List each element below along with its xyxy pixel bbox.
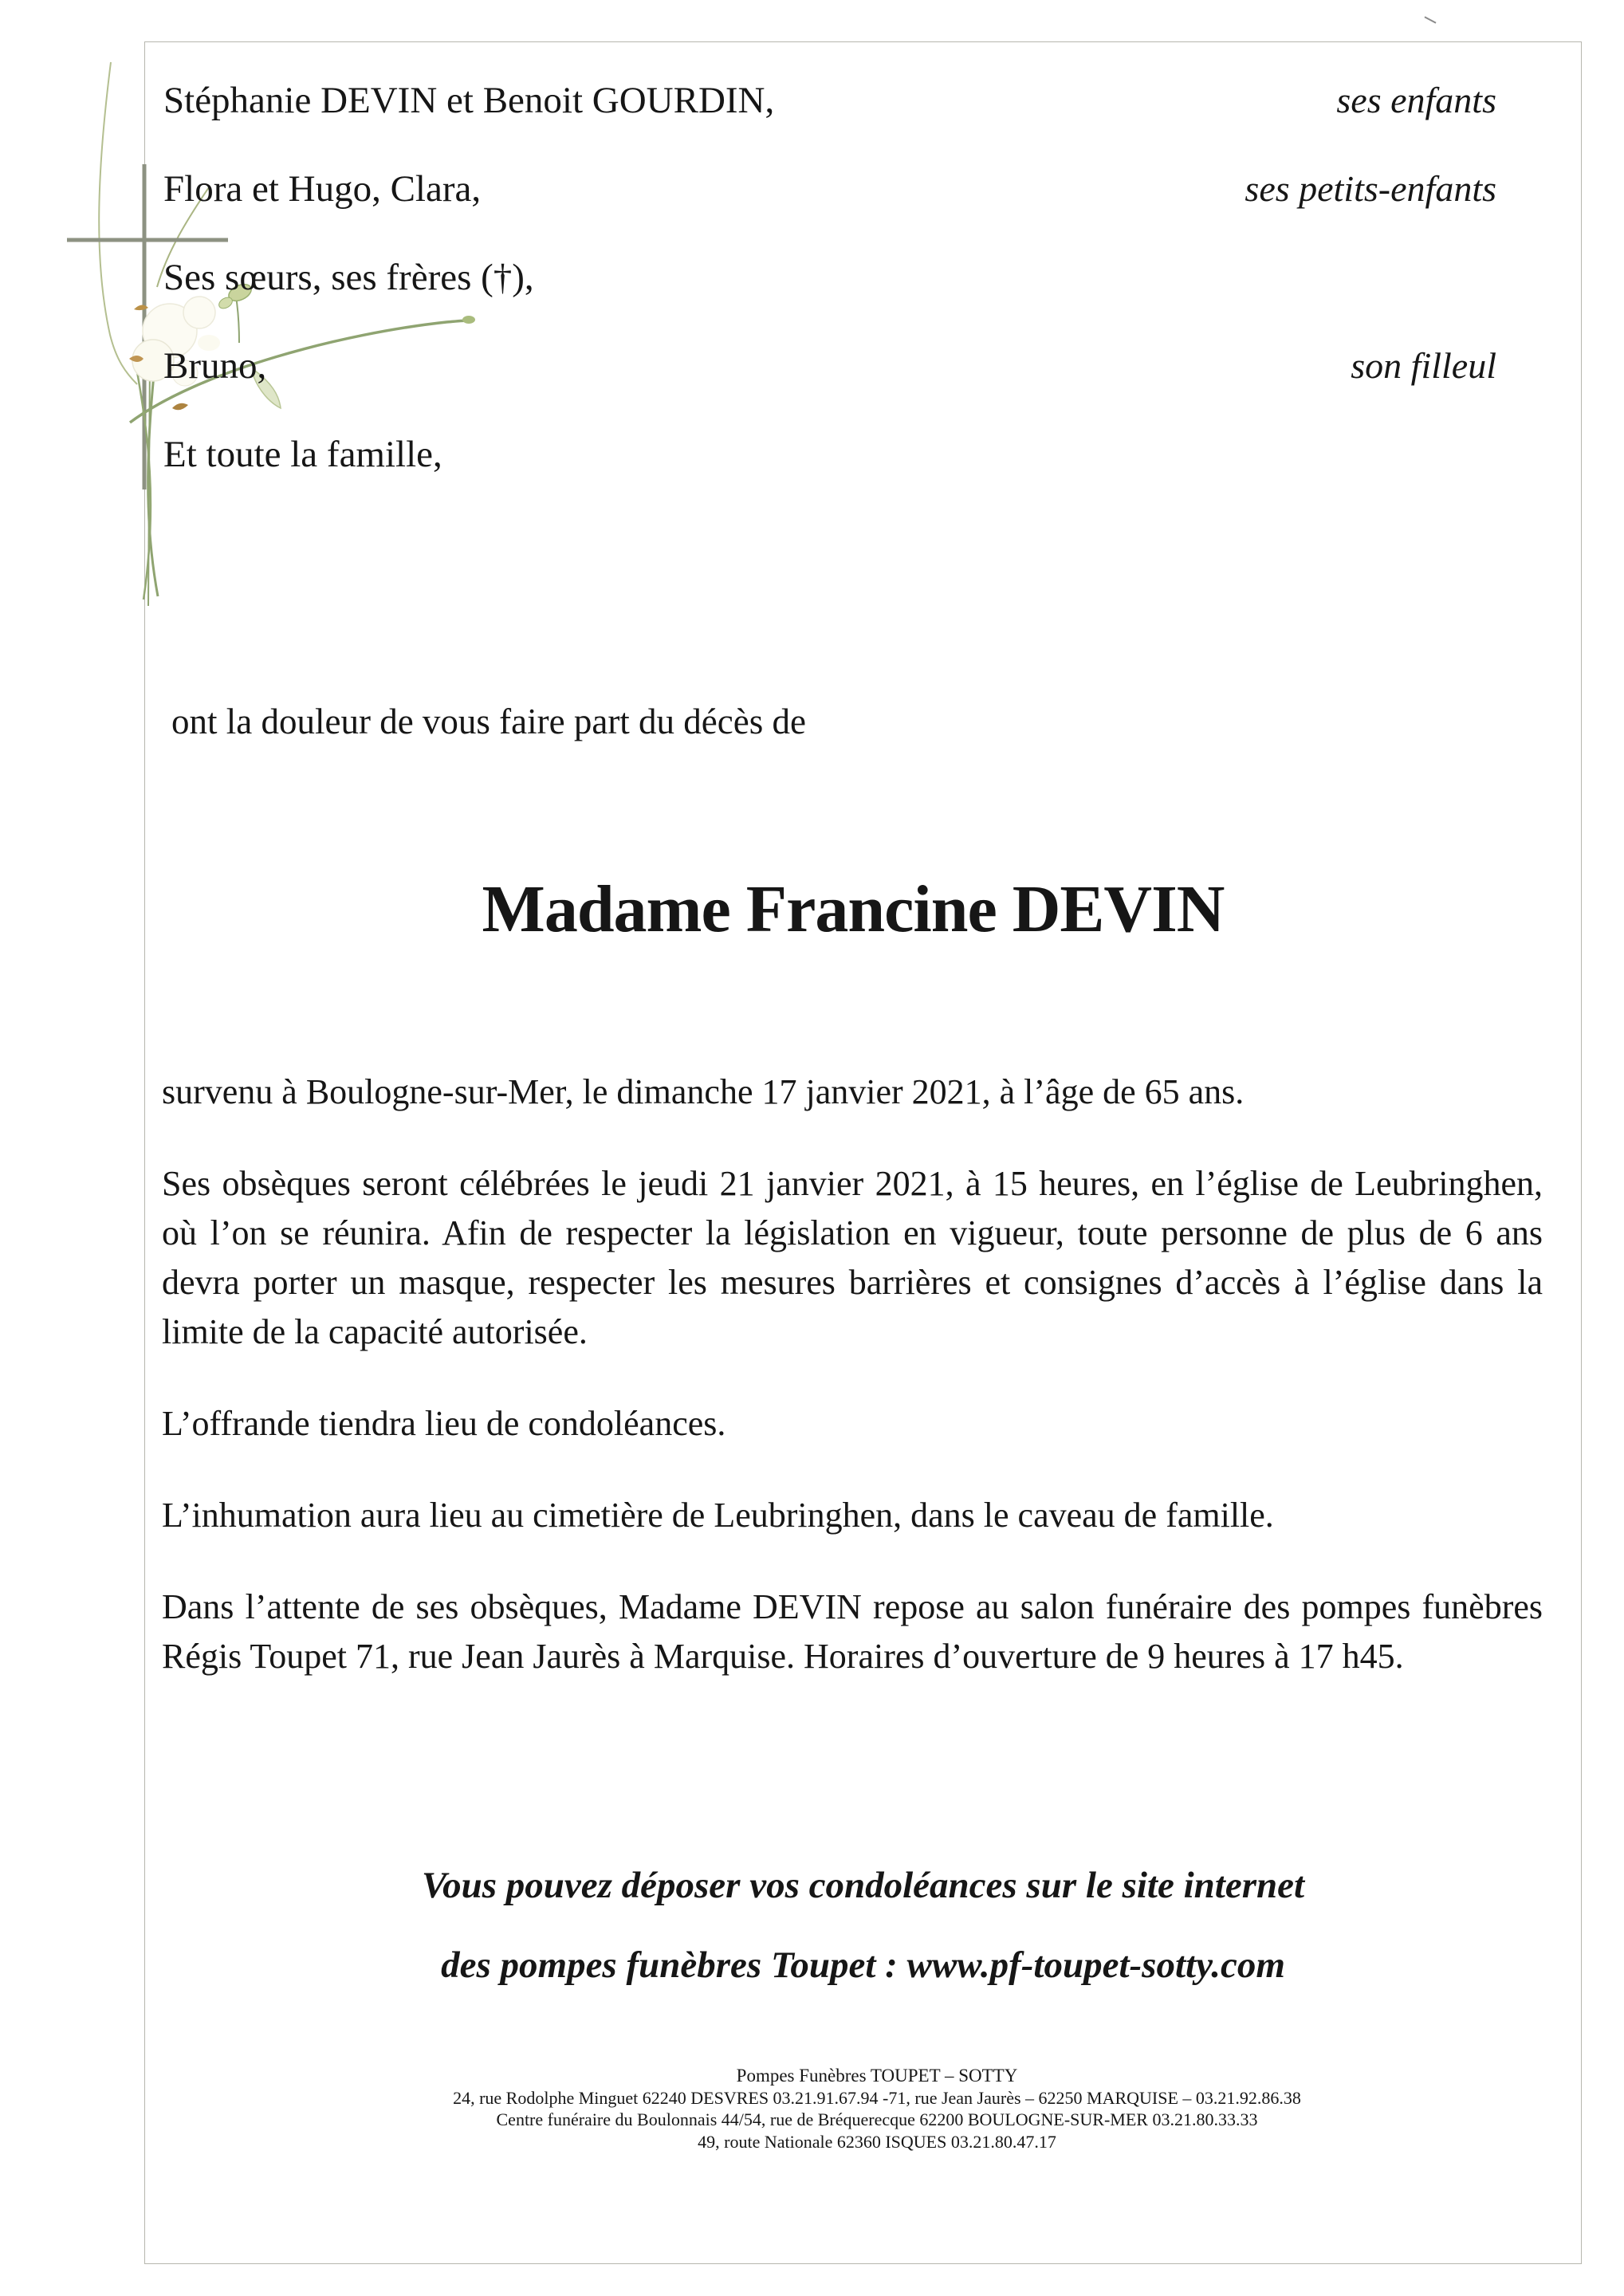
condolences-line1: Vous pouvez déposer vos condoléances sur le site internet	[421, 1865, 1305, 1906]
paragraph-offering: L’offrande tiendra lieu de condoléances.	[162, 1404, 726, 1443]
condolences-line2: des pompes funèbres Toupet : www.pf-toupet-sotty.com	[441, 1944, 1285, 1986]
relationship-label: ses enfants	[1336, 80, 1496, 120]
relatives-names: Flora et Hugo, Clara,	[163, 167, 482, 210]
lower-stem	[148, 355, 150, 606]
footer-company-name: Pompes Funèbres TOUPET – SOTTY	[736, 2066, 1018, 2086]
funeral-home-footer	[163, 2065, 1591, 2152]
family-row	[163, 233, 1543, 321]
footer-address-line: Centre funéraire du Boulonnais 44/54, rue de Bréquerecque 62200 BOULOGNE-SUR-MER 03.21.80.33.33	[496, 2109, 1258, 2129]
paragraph-funeral-service: Ses obsèques seront célébrées le jeudi 21 janvier 2021, à 15 heures, en l’église de Leubringhen, où l’on se réunira. Afin de respecter la législation en vigueur, toute personne de plus de 6 ans devra porter un masque, respecter les mesures barrières et consignes d’accès à l’église dans la limite de la capacité autorisée.	[162, 1164, 1543, 1351]
scan-speckle	[1424, 16, 1436, 23]
footer-address-line: 49, route Nationale 62360 ISQUES 03.21.80.47.17	[698, 2131, 1056, 2152]
relatives-names: Bruno,	[163, 344, 267, 387]
family-row	[163, 56, 1543, 144]
online-condolences-note	[163, 1846, 1563, 2005]
announcement-body	[162, 1067, 1543, 1724]
deceased-name-title: Madame Francine DEVIN	[482, 872, 1225, 946]
paragraph-death-details: survenu à Boulogne-sur-Mer, le dimanche 17 janvier 2021, à l’âge de 65 ans.	[162, 1072, 1245, 1111]
relationship-label: ses petits-enfants	[1245, 168, 1496, 209]
paragraph-funeral-home-visit: Dans l’attente de ses obsèques, Madame DEVIN repose au salon funéraire des pompes funèbres Régis Toupet 71, rue Jean Jaurès à Marquise. Horaires d’ouverture de 9 heures à 17 h45.	[162, 1587, 1543, 1676]
relationship-label: son filleul	[1351, 345, 1496, 386]
announcement-intro: ont la douleur de vous faire part du décès de	[171, 702, 806, 741]
family-row	[163, 144, 1543, 233]
relatives-names: Ses sœurs, ses frères (†),	[163, 256, 534, 298]
footer-address-line: 24, rue Rodolphe Minguet 62240 DESVRES 03.21.91.67.94 -71, rue Jean Jaurès – 62250 MARQUISE – 03.21.92.86.38	[453, 2087, 1301, 2108]
family-row	[163, 410, 1543, 498]
relatives-names: Stéphanie DEVIN et Benoit GOURDIN,	[163, 79, 775, 121]
relatives-names: Et toute la famille,	[163, 433, 442, 475]
grass-blade	[99, 62, 137, 384]
paragraph-burial: L’inhumation aura lieu au cimetière de Leubringhen, dans le caveau de famille.	[162, 1496, 1274, 1535]
family-list	[163, 56, 1543, 498]
family-row	[163, 321, 1543, 410]
